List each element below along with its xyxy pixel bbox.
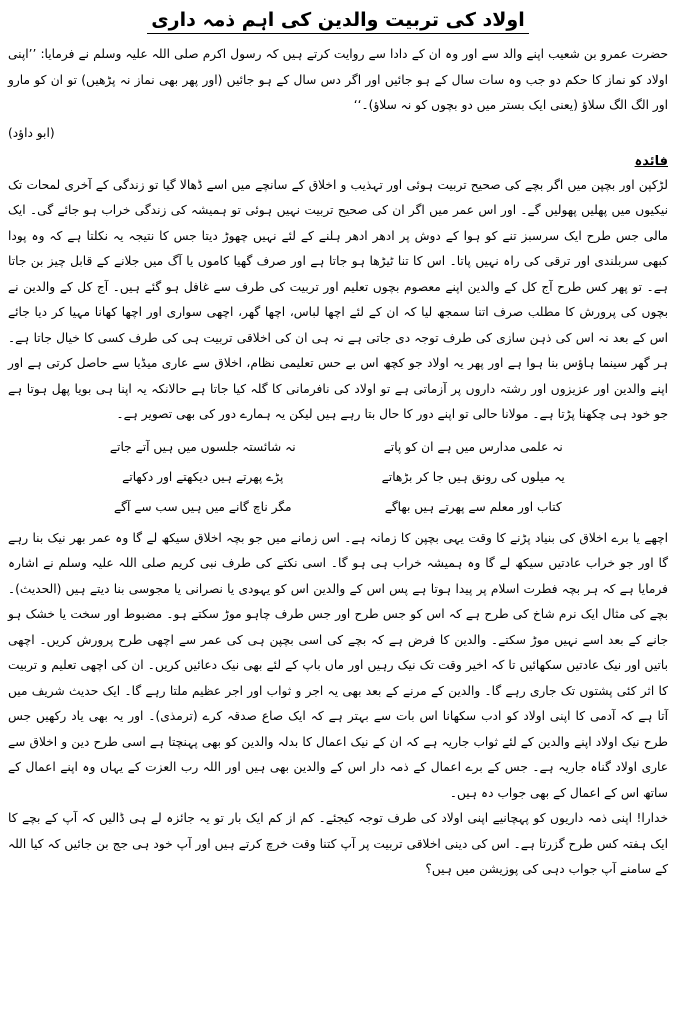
hadith-source: (ابو داؤد) [8,125,55,140]
poem-line: پڑے پھرتے ہیں دیکھتے اور دکھاتے [122,469,284,484]
hadith-text: حضرت عمرو بن شعیب اپنے والد سے اور وہ ان کے دادا سے روایت کرتے ہیں کہ رسول اکرم صلی اللہ علیہ وسلم نے فرمایا: ’’اپنی اولاد کو نماز کا حکم دو جب وہ سات سال کے ہو جائیں اور اگر دس سال کے ہو جائیں (اور پھر بھی نماز نہ پڑھیں) تو ان کو مارو اور الگ الگ سلاؤ (یعنی ایک بستر میں دو بچوں کو نہ سلاؤ)۔‘‘ [8,47,668,112]
faida-paragraph-1: لڑکپن اور بچپن میں اگر بچے کی صحیح تربیت ہوئی اور تہذیب و اخلاق کے سانچے میں اسے ڈھالا گیا تو زندگی کے آخری لمحات تک نیکیوں میں پھلیں پھولیں گے۔ اور اس عمر میں اگر ان کی صحیح تربیت نہیں ہوئی تو ہمیشہ کی زندگی خراب ہو جائے گی۔ ایک مالی جس طرح ایک سرسبز تنے کو ہوا کے دوش پر ادھر ادھر ہلنے کے لئے نہیں چھوڑ دیتا جس کا نتیجہ یہ نکلتا ہے کہ وہ پودا کبھی سربلندی اور ترقی کی راہ نہیں پاتا۔ اس کا تنا ٹیڑھا ہو جاتا ہے اور صرف گھیا کاموں یا آگ میں جلانے کے قابل چیز بن جاتا ہے۔ تو پھر کس طرح آج کل کے والدین اپنے معصوم بچوں تعلیم اور تربیت کی طرف سے غافل ہو گئے ہیں۔ آج کل کے والدین نے بچوں کی پرورش کا مطلب صرف اتنا سمجھ لیا کہ ان کے لئے اچھا لباس، اچھا گھر، اچھی سواری اور اچھا کھانا مہیا کر دیا جائے اس کے بعد نہ اس کی ذہن سازی کی طرف توجہ دی جاتی ہے نہ ہی ان کی اخلاقی تربیت ہی کی طرف کسی کا خیال جاتا ہے۔ ہر گھر سینما ہاؤس بنا ہوا ہے اور پھر یہ اولاد جو کچھ اس بے حس تعلیمی نظام، اخلاق سے عاری میڈیا سے حاصل کرتی ہے اور اپنے والدین اور عزیزوں اور رشتہ داروں پر آزماتی ہے تو اولاد کی نافرمانی کا گلہ کیا جاتا ہے حالانکہ یہ اپنا ہی بویا پھل ہوتا ہے جو خود ہی چکھنا پڑتا ہے۔ مولانا حالی تو اپنے دور کا حال بتا رہے ہیں لیکن یہ ہمارے دور کی بھی تصویر ہے۔ [8,177,668,421]
page-title: اولاد کی تربیت والدین کی اہم ذمہ داری [147,8,529,34]
faida-paragraph-3: خدارا! اپنی ذمہ داریوں کو پہچانیے اپنی اولاد کی طرف توجہ کیجئے۔ کم از کم ایک بار تو یہ جائزہ لے ہی ڈالیں کہ آپ کے بچے کا ایک ہفتہ کس طرح گزرتا ہے۔ اس کی دینی اخلاقی تربیت پر آپ کتنا وقت خرچ کرتے ہیں اور آپ خود ہی جج بن جائیں کہ کیا اللہ کے سامنے آپ جواب دہی کی پوزیشن میں ہیں؟ [8,811,668,876]
poem-couplet [78,432,598,462]
poem-couplet [78,462,598,492]
poem-couplet [78,492,598,522]
title-container [8,8,668,34]
poem-line: یہ میلوں کی رونق ہیں جا کر بڑھاتے [381,469,565,484]
poem-line: کتاب اور معلم سے پھرتے ہیں بھاگے [384,499,562,514]
poem [78,432,598,522]
faida-heading: فائدہ [634,153,668,169]
faida-paragraph-2: اچھے یا برے اخلاق کی بنیاد پڑنے کا وقت یہی بچپن کا زمانہ ہے۔ اس زمانے میں جو بچہ اخلاق سیکھ لے گا وہ عمر بھر نیک بنا رہے گا اور جو خراب عادتیں سیکھ لے گا وہ ہمیشہ خراب ہی ہو گا۔ اسی نکتے کی طرف نبی کریم صلی اللہ علیہ وسلم نے اشارہ فرمایا ہے کہ ہر بچہ فطرت اسلام پر پیدا ہوتا ہے پس اس کے والدین اس کو یہودی یا نصرانی یا مجوسی بنا دیتے ہیں (الحدیث)۔ بچے کی مثال ایک نرم شاخ کی طرح ہے کہ اس کو جس طرح اور جس طرف چاہو موڑ سکتے ہو۔ مضبوط اور سخت یا خشک ہو جانے کے بعد اسے نہیں موڑ سکتے۔ والدین کا فرض ہے کہ بچے کی اسی بچپن ہی کی عمر سے اچھی طرح پرورش کریں۔ اچھی باتیں اور نیک عادتیں سکھائیں تا کہ اخیر وقت تک نیک رہیں اور ماں باپ کے لئے بھی نیک دعائیں کریں۔ ان کی اچھی تعلیم و تربیت کا اثر کئی پشتوں تک جاری رہے گا۔ والدین کے مرنے کے بعد بھی یہ اجر و ثواب اور اجر عظیم ملتا رہے گا۔ ایک حدیث شریف میں آتا ہے کہ آدمی کا اپنی اولاد کو ادب سکھانا اس بات سے بہتر ہے کہ ایک صاع صدقہ کرے (ترمذی)۔ اور یہ بھی یاد رکھیں جس طرح نیک اولاد اپنے والدین کے لئے ثواب جاریہ ہے کہ ان کے نیک اعمال کا بدلہ والدین کو بھی پہنچتا ہے اسی طرح دین و اخلاق سے عاری اولاد گناہ جاریہ ہے۔ جس کے برے اعمال کے ذمہ دار اس کے والدین بھی ہیں اور اللہ رب العزت کے یہاں وہ اپنے اعمال کے ساتھ اس کے اعمال کے بھی جواب دہ ہیں۔ [8,530,668,800]
poem-line: نہ علمی مدارس میں ہے ان کو پاتے [383,439,563,454]
poem-line: مگر ناچ گانے میں ہیں سب سے آگے [114,499,292,514]
poem-line: نہ شائستہ جلسوں میں ہیں آتے جاتے [109,439,296,454]
